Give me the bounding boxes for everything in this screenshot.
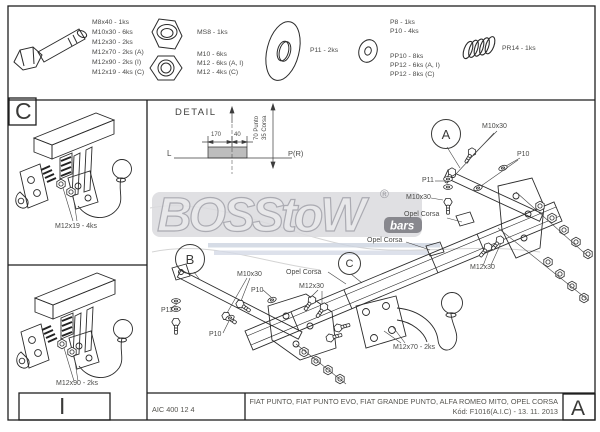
part-label: Opel Corsa — [367, 237, 403, 244]
detail-left-label: L — [167, 149, 172, 158]
washer-large-icon — [260, 18, 306, 84]
part-label: M10x30 — [406, 194, 431, 201]
spring-label: PR14 - 1ks — [502, 45, 536, 52]
note-line: 35 Corsa — [262, 115, 268, 140]
callout-c: C — [338, 252, 361, 275]
bolt-label: M12x70 - 2ks (A) — [92, 49, 144, 56]
nut-label: M12 - 6ks (A, I) — [197, 60, 244, 67]
nut-icon — [150, 56, 182, 80]
washer-small-icon — [356, 37, 380, 64]
watermark-badge-text: bars — [390, 220, 415, 233]
revision-letter: A — [571, 397, 586, 420]
part-label: P10 — [517, 151, 530, 158]
doc-code: Kód: F1016(A.I.C) - 13. 11. 2013 — [452, 407, 558, 416]
panel-i-part-label: M12x90 - 2ks — [56, 380, 99, 387]
part-label: M12x70 - 2ks — [393, 344, 436, 351]
nut-label: M12 - 4ks (C) — [197, 69, 239, 76]
washer-large-label: P11 - 2ks — [310, 47, 339, 54]
washer-label: P8 - 1ks — [390, 19, 415, 26]
spring-washer-label: PP12 - 6ks (A, I) — [390, 62, 440, 69]
part-label: Opel Corsa — [404, 211, 440, 218]
part-label: Opel Corsa — [286, 269, 322, 276]
spring-icon — [461, 35, 497, 59]
registered-mark-icon: ® — [380, 187, 389, 201]
detail-vertical-note — [253, 116, 269, 140]
panel-i-drawing — [17, 273, 133, 381]
part-label: M10x30 — [237, 271, 262, 278]
note-line: 70 Punto — [254, 115, 260, 140]
dimension-value: 40 — [234, 132, 241, 138]
panel-c-letter: C — [15, 98, 32, 124]
locknut-label: MS8 - 1ks — [197, 29, 228, 36]
bolt-label: M12x19 - 4ks (C) — [92, 69, 145, 76]
vehicle-list: FIAT PUNTO, FIAT PUNTO EVO, FIAT GRANDE PUNTO, ALFA ROMEO MITO, OPEL CORSA — [249, 397, 558, 406]
panel-i-letter: I — [59, 393, 66, 419]
bolt-label: M10x30 - 6ks — [92, 29, 133, 36]
doc-number: AIC 400 12 4 — [152, 405, 195, 414]
bolt-label: M12x30 - 2ks — [92, 39, 133, 46]
locknut-icon — [152, 19, 182, 49]
panel-c-drawing — [16, 113, 132, 221]
bolt-label: M12x90 - 2ks (I) — [92, 59, 142, 66]
callout-b: B — [175, 244, 205, 274]
part-label: P11 — [161, 307, 173, 314]
detail-title: DETAIL — [175, 107, 217, 118]
part-label: M10x30 — [482, 123, 507, 130]
bolt-label: M8x40 - 1ks — [92, 19, 130, 26]
part-label: M12x30 — [299, 283, 324, 290]
part-label: P11 — [422, 177, 434, 184]
main-assembly-drawing — [172, 147, 593, 384]
leader-lines — [171, 131, 590, 384]
spring-washer-label: PP12 - 8ks (C) — [390, 71, 435, 78]
bolt-icon — [14, 29, 88, 70]
part-label: P10 — [251, 287, 264, 294]
dimension-value: 170 — [211, 132, 222, 138]
detail-right-label: P(R) — [288, 149, 304, 158]
spring-washer-label: PP10 - 8ks — [390, 53, 424, 60]
watermark-text: BOSStoW — [157, 189, 363, 242]
callout-a: A — [431, 119, 461, 149]
panel-c-part-label: M12x19 - 4ks — [55, 223, 98, 230]
part-label: M12x30 — [470, 264, 495, 271]
part-label: P10 — [209, 331, 222, 338]
washer-label: P10 - 4ks — [390, 28, 419, 35]
nut-label: M10 - 6ks — [197, 51, 227, 58]
